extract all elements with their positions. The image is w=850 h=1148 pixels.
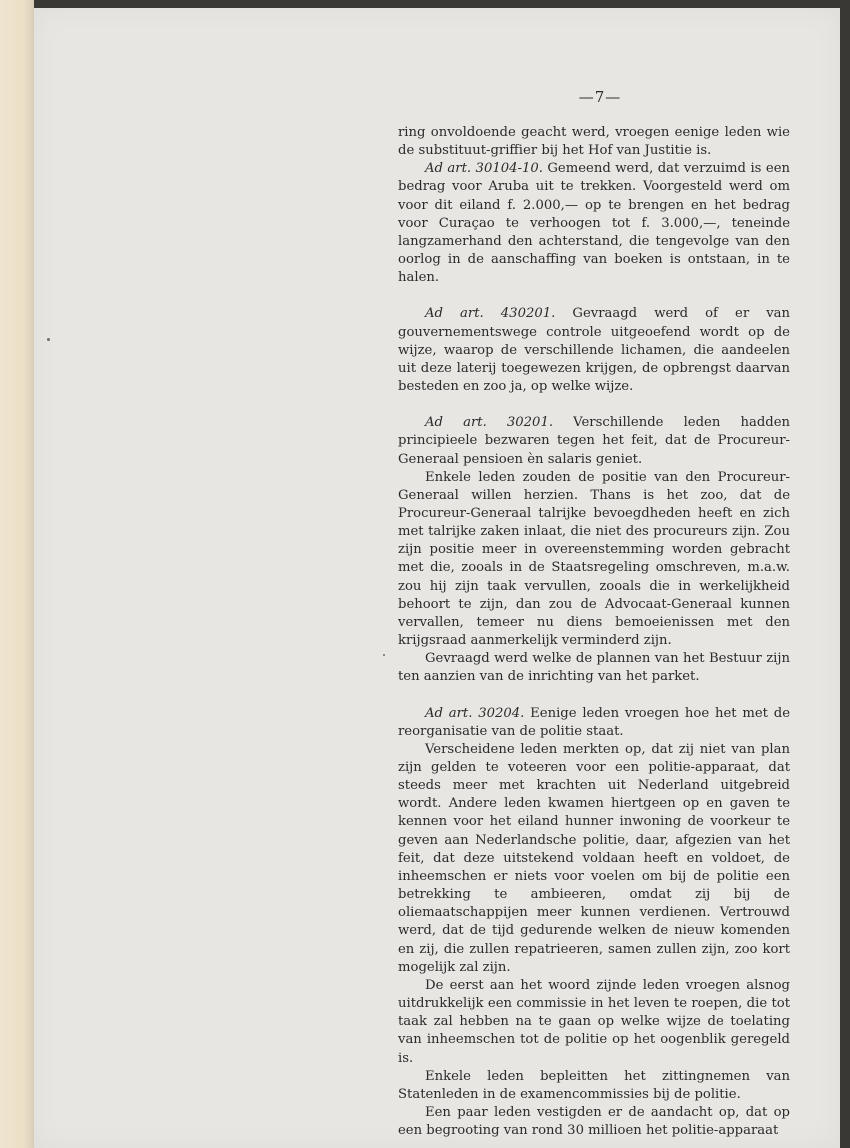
paragraph-commissie: [398, 977, 790, 1068]
page-number: —7—: [578, 88, 622, 106]
paragraph-plannen-parket: [398, 650, 790, 686]
paragraph-procureur-positie: [398, 469, 790, 651]
paragraph-text: Gemeend werd, dat verzuimd is een bedrag voor Aruba uit te trekken. Voorgesteld werd om voor dit eiland f. 2.000,— op te brengen en het bedrag voor Curaçao te verhoogen tot f. 3.000,—, teneinde langzamerhand den achterstand, die tengevolge van den oorlog in de aanschaffing van boeken is ontstaan, in te halen.: [398, 161, 790, 286]
paragraph-1: [398, 124, 790, 160]
paragraph-text: Gevraagd werd of er van gouvernementswege controle uitgeoefend wordt op de wijze, waarop de verschillende lichamen, die aandeelen uit deze laterij toegewezen krijgen, de opbrengst daarvan besteden en zoo ja, op welke wijze.: [398, 306, 791, 395]
paragraph-ad-art-30201: [398, 414, 790, 468]
paragraph-text: De eerst aan het woord zijnde leden vroegen alsnog uitdrukkelijk een commissie in het leven te roepen, die tot taak zal hebben na te gaan op welke wijze de toelating van inheemschen tot de politie op het oogenblik geregeld is.: [398, 977, 790, 1066]
paragraph-ad-art-430201: [398, 305, 790, 396]
article-reference: Ad art. 430201.: [425, 306, 556, 322]
article-reference: Ad art. 30104-10.: [425, 161, 543, 177]
paragraph-text: Verscheidene leden merkten op, dat zij niet van plan zijn gelden te voteeren voor een politie-apparaat, dat steeds meer met krachten uit Nederland uitgebreid wordt. Andere leden kwamen hiertgeen op en gaven te kennen voor het eiland hunner inwoning de voorkeur te geven aan Nederlandsche politie, daar, afgezien van het feit, dat deze uitstekend voldaan heeft en voldoet, de inheemschen er niets voor voelen om bij de politie een betrekking te ambieeren, omdat zij bij de oliemaatschappijen meer kunnen verdienen. Vertrouwd werd, dat de tijd gedurende welken de nieuw komenden en zij, die zullen repatrieeren, samen zullen zijn, zoo kort mogelijk zal zijn.: [398, 741, 790, 975]
paragraph-begrooting: [398, 1104, 790, 1140]
article-reference: Ad art. 30201.: [425, 415, 554, 431]
article-reference: Ad art. 30204.: [425, 705, 525, 721]
paragraph-text: Verschillende leden hadden principieele bezwaren tegen het feit, dat de Procureur-Generaal pensioen èn salaris geniet.: [398, 415, 791, 467]
paragraph-text: Een paar leden vestigden er de aandacht op, dat op een begrooting van rond 30 millioen het politie-apparaat: [398, 1104, 790, 1139]
paragraph-text: Enkele leden zouden de positie van den Procureur-Generaal willen herzien. Thans is het zoo, dat de Procureur-Generaal talrijke bevoegdheden heeft en zich met talrijke zaken inlaat, die niet des procureurs zijn. Zou zijn positie meer in overeenstemming worden gebracht met die, zooals in de Staatsregeling omschreven, m.a.w. zou hij zijn taak vervullen, zooals die in werkelijkheid behoort te zijn, dan zou de Advocaat-Generaal kunnen vervallen, temeer nu diens bemoeienissen met den krijgsraad aanmerkelijk verminderd zijn.: [398, 469, 790, 649]
paragraph-text: ring onvoldoende geacht werd, vroegen eenige leden wie de substituut-griffier bij het Hof van Justitie is.: [398, 125, 790, 159]
paper-speck: [383, 654, 385, 656]
body-text-column: [398, 124, 790, 1140]
paragraph-ad-art-30204: [398, 705, 790, 741]
paragraph-ad-art-30104-10: [398, 160, 790, 287]
paragraph-text: Enkele leden bepleitten het zittingnemen van Statenleden in de examencommissies bij de politie.: [398, 1068, 790, 1102]
paper-speck: [47, 338, 50, 341]
paragraph-statenleden: [398, 1068, 790, 1104]
book-spine-edge: [0, 0, 34, 1148]
paragraph-politie-apparaat: [398, 741, 790, 977]
paragraph-text: Eenige leden vroegen hoe het met de reorganisatie van de politie staat.: [398, 705, 790, 739]
paragraph-text: Gevraagd werd welke de plannen van het Bestuur zijn ten aanzien van de inrichting van het parket.: [398, 651, 790, 685]
